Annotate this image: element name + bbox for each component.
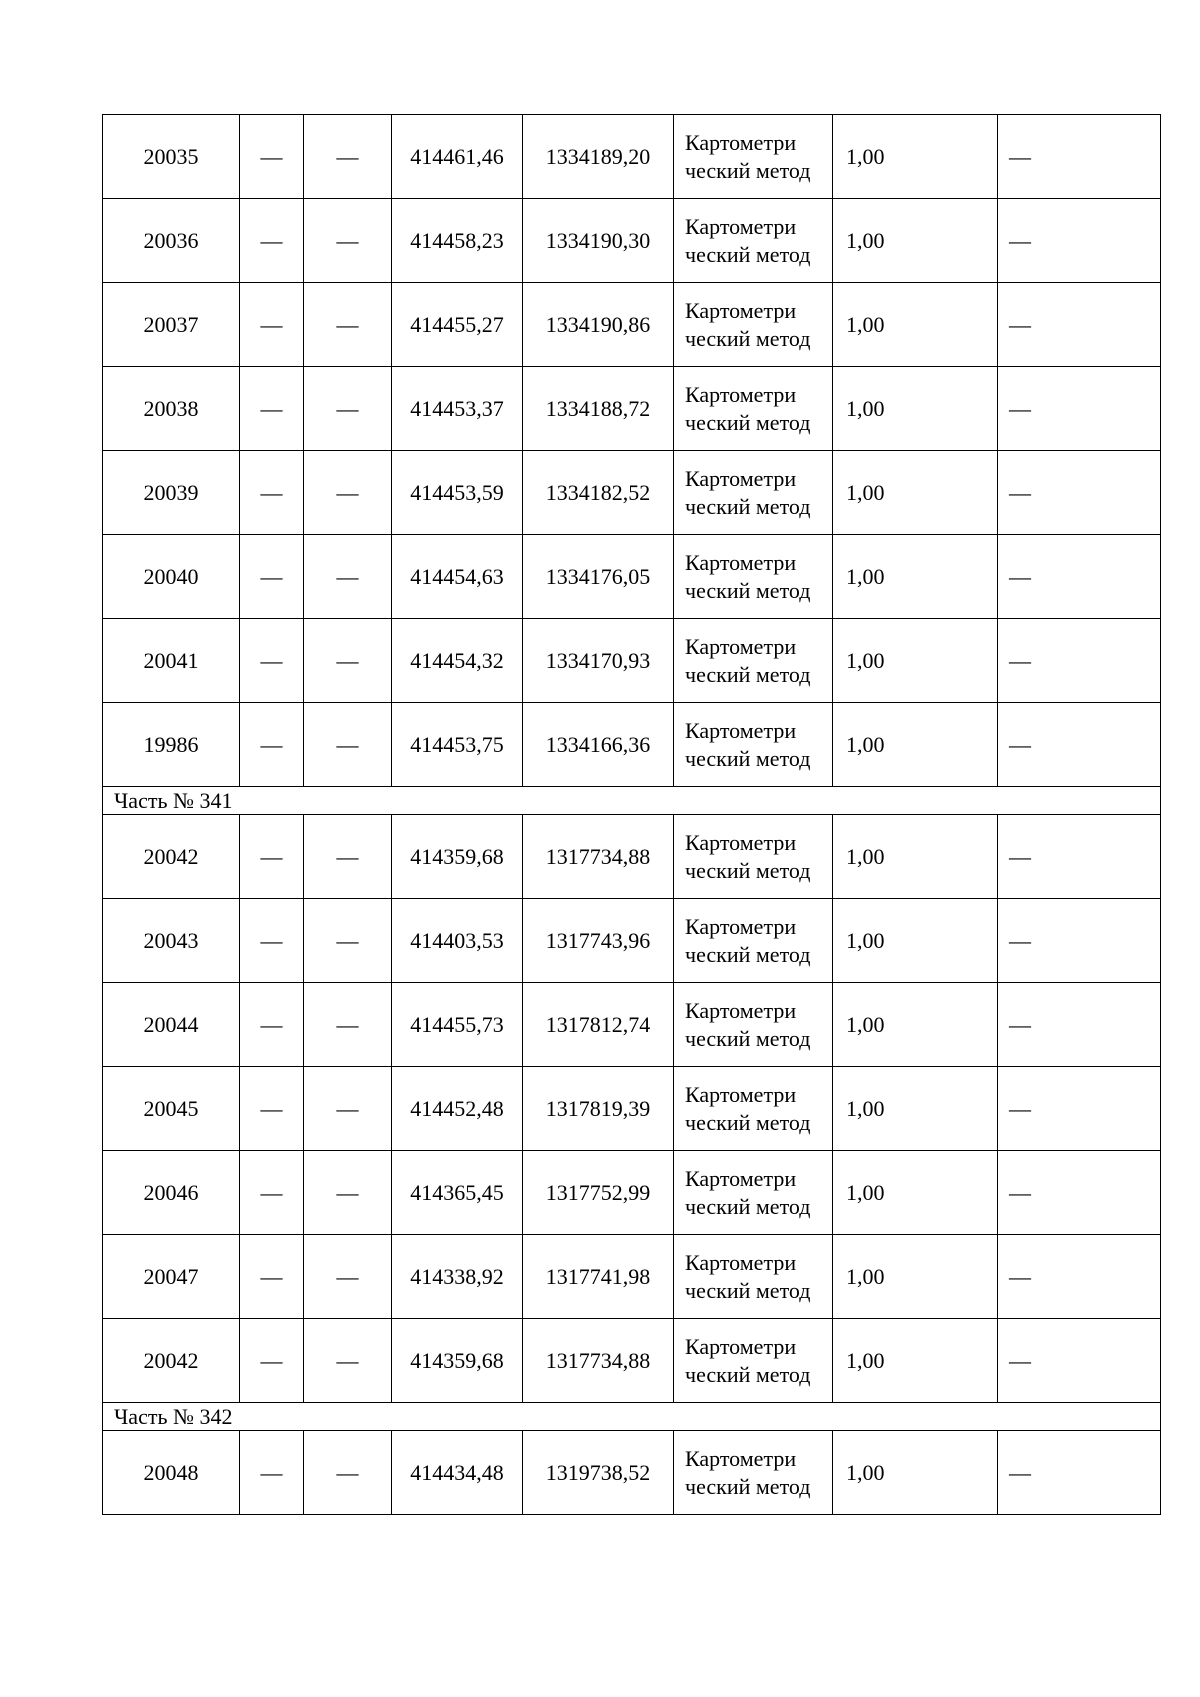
empty-value-cell: — bbox=[240, 451, 304, 535]
description-cell: — bbox=[998, 1151, 1161, 1235]
description-cell: — bbox=[998, 1431, 1161, 1515]
point-number-cell: 20043 bbox=[103, 899, 240, 983]
coordinates-table-body bbox=[103, 115, 1161, 1515]
point-number-cell: 20036 bbox=[103, 199, 240, 283]
accuracy-cell: 1,00 bbox=[833, 1319, 998, 1403]
empty-value-cell: — bbox=[240, 1319, 304, 1403]
accuracy-cell: 1,00 bbox=[833, 983, 998, 1067]
empty-value-cell: — bbox=[240, 367, 304, 451]
accuracy-cell: 1,00 bbox=[833, 115, 998, 199]
method-cell: Картометри ческий метод bbox=[674, 1151, 833, 1235]
description-cell: — bbox=[998, 815, 1161, 899]
empty-value-cell: — bbox=[304, 115, 392, 199]
empty-value-cell: — bbox=[240, 535, 304, 619]
table-row bbox=[103, 1067, 1161, 1151]
empty-value-cell: — bbox=[304, 367, 392, 451]
part-label: Часть № 342 bbox=[103, 1403, 1161, 1431]
part-header-row bbox=[103, 787, 1161, 815]
method-cell: Картометри ческий метод bbox=[674, 535, 833, 619]
table-row bbox=[103, 1235, 1161, 1319]
accuracy-cell: 1,00 bbox=[833, 1235, 998, 1319]
empty-value-cell: — bbox=[240, 899, 304, 983]
point-number-cell: 20037 bbox=[103, 283, 240, 367]
y-coordinate-cell: 1317743,96 bbox=[523, 899, 674, 983]
x-coordinate-cell: 414455,73 bbox=[392, 983, 523, 1067]
method-cell: Картометри ческий метод bbox=[674, 619, 833, 703]
y-coordinate-cell: 1334176,05 bbox=[523, 535, 674, 619]
empty-value-cell: — bbox=[304, 619, 392, 703]
method-cell: Картометри ческий метод bbox=[674, 983, 833, 1067]
table-row bbox=[103, 1431, 1161, 1515]
description-cell: — bbox=[998, 1067, 1161, 1151]
accuracy-cell: 1,00 bbox=[833, 815, 998, 899]
y-coordinate-cell: 1334190,86 bbox=[523, 283, 674, 367]
coordinates-table bbox=[102, 114, 1161, 1515]
method-cell: Картометри ческий метод bbox=[674, 1431, 833, 1515]
y-coordinate-cell: 1317819,39 bbox=[523, 1067, 674, 1151]
accuracy-cell: 1,00 bbox=[833, 703, 998, 787]
table-row bbox=[103, 367, 1161, 451]
empty-value-cell: — bbox=[304, 1067, 392, 1151]
method-cell: Картометри ческий метод bbox=[674, 451, 833, 535]
accuracy-cell: 1,00 bbox=[833, 1067, 998, 1151]
empty-value-cell: — bbox=[304, 1151, 392, 1235]
accuracy-cell: 1,00 bbox=[833, 1431, 998, 1515]
method-cell: Картометри ческий метод bbox=[674, 1235, 833, 1319]
y-coordinate-cell: 1334166,36 bbox=[523, 703, 674, 787]
empty-value-cell: — bbox=[304, 1319, 392, 1403]
empty-value-cell: — bbox=[240, 115, 304, 199]
method-cell: Картометри ческий метод bbox=[674, 199, 833, 283]
description-cell: — bbox=[998, 983, 1161, 1067]
table-row bbox=[103, 451, 1161, 535]
table-row bbox=[103, 1319, 1161, 1403]
y-coordinate-cell: 1317752,99 bbox=[523, 1151, 674, 1235]
empty-value-cell: — bbox=[304, 899, 392, 983]
y-coordinate-cell: 1334189,20 bbox=[523, 115, 674, 199]
point-number-cell: 19986 bbox=[103, 703, 240, 787]
y-coordinate-cell: 1334170,93 bbox=[523, 619, 674, 703]
y-coordinate-cell: 1317734,88 bbox=[523, 1319, 674, 1403]
y-coordinate-cell: 1334182,52 bbox=[523, 451, 674, 535]
point-number-cell: 20047 bbox=[103, 1235, 240, 1319]
empty-value-cell: — bbox=[240, 1431, 304, 1515]
accuracy-cell: 1,00 bbox=[833, 535, 998, 619]
table-row bbox=[103, 115, 1161, 199]
table-row bbox=[103, 619, 1161, 703]
table-row bbox=[103, 1151, 1161, 1235]
description-cell: — bbox=[998, 899, 1161, 983]
empty-value-cell: — bbox=[240, 1151, 304, 1235]
table-row bbox=[103, 983, 1161, 1067]
x-coordinate-cell: 414434,48 bbox=[392, 1431, 523, 1515]
accuracy-cell: 1,00 bbox=[833, 1151, 998, 1235]
table-row bbox=[103, 899, 1161, 983]
method-cell: Картометри ческий метод bbox=[674, 1319, 833, 1403]
description-cell: — bbox=[998, 535, 1161, 619]
point-number-cell: 20044 bbox=[103, 983, 240, 1067]
description-cell: — bbox=[998, 619, 1161, 703]
table-row bbox=[103, 703, 1161, 787]
accuracy-cell: 1,00 bbox=[833, 899, 998, 983]
empty-value-cell: — bbox=[240, 619, 304, 703]
point-number-cell: 20040 bbox=[103, 535, 240, 619]
x-coordinate-cell: 414365,45 bbox=[392, 1151, 523, 1235]
point-number-cell: 20045 bbox=[103, 1067, 240, 1151]
empty-value-cell: — bbox=[304, 1431, 392, 1515]
empty-value-cell: — bbox=[240, 815, 304, 899]
empty-value-cell: — bbox=[304, 1235, 392, 1319]
y-coordinate-cell: 1319738,52 bbox=[523, 1431, 674, 1515]
accuracy-cell: 1,00 bbox=[833, 619, 998, 703]
table-row bbox=[103, 199, 1161, 283]
x-coordinate-cell: 414453,59 bbox=[392, 451, 523, 535]
y-coordinate-cell: 1317734,88 bbox=[523, 815, 674, 899]
y-coordinate-cell: 1334190,30 bbox=[523, 199, 674, 283]
x-coordinate-cell: 414403,53 bbox=[392, 899, 523, 983]
method-cell: Картометри ческий метод bbox=[674, 1067, 833, 1151]
y-coordinate-cell: 1334188,72 bbox=[523, 367, 674, 451]
method-cell: Картометри ческий метод bbox=[674, 703, 833, 787]
x-coordinate-cell: 414453,75 bbox=[392, 703, 523, 787]
description-cell: — bbox=[998, 283, 1161, 367]
point-number-cell: 20035 bbox=[103, 115, 240, 199]
point-number-cell: 20042 bbox=[103, 1319, 240, 1403]
accuracy-cell: 1,00 bbox=[833, 451, 998, 535]
x-coordinate-cell: 414359,68 bbox=[392, 1319, 523, 1403]
empty-value-cell: — bbox=[304, 283, 392, 367]
x-coordinate-cell: 414338,92 bbox=[392, 1235, 523, 1319]
x-coordinate-cell: 414454,32 bbox=[392, 619, 523, 703]
point-number-cell: 20048 bbox=[103, 1431, 240, 1515]
table-row bbox=[103, 815, 1161, 899]
empty-value-cell: — bbox=[240, 703, 304, 787]
empty-value-cell: — bbox=[240, 199, 304, 283]
x-coordinate-cell: 414359,68 bbox=[392, 815, 523, 899]
empty-value-cell: — bbox=[240, 1067, 304, 1151]
x-coordinate-cell: 414452,48 bbox=[392, 1067, 523, 1151]
empty-value-cell: — bbox=[304, 451, 392, 535]
description-cell: — bbox=[998, 451, 1161, 535]
accuracy-cell: 1,00 bbox=[833, 199, 998, 283]
description-cell: — bbox=[998, 1235, 1161, 1319]
empty-value-cell: — bbox=[304, 535, 392, 619]
point-number-cell: 20039 bbox=[103, 451, 240, 535]
x-coordinate-cell: 414453,37 bbox=[392, 367, 523, 451]
part-label: Часть № 341 bbox=[103, 787, 1161, 815]
empty-value-cell: — bbox=[304, 983, 392, 1067]
description-cell: — bbox=[998, 367, 1161, 451]
empty-value-cell: — bbox=[240, 1235, 304, 1319]
description-cell: — bbox=[998, 1319, 1161, 1403]
point-number-cell: 20042 bbox=[103, 815, 240, 899]
empty-value-cell: — bbox=[304, 703, 392, 787]
point-number-cell: 20038 bbox=[103, 367, 240, 451]
x-coordinate-cell: 414454,63 bbox=[392, 535, 523, 619]
description-cell: — bbox=[998, 199, 1161, 283]
table-row bbox=[103, 283, 1161, 367]
empty-value-cell: — bbox=[240, 283, 304, 367]
x-coordinate-cell: 414455,27 bbox=[392, 283, 523, 367]
method-cell: Картометри ческий метод bbox=[674, 815, 833, 899]
description-cell: — bbox=[998, 115, 1161, 199]
description-cell: — bbox=[998, 703, 1161, 787]
empty-value-cell: — bbox=[304, 199, 392, 283]
point-number-cell: 20041 bbox=[103, 619, 240, 703]
empty-value-cell: — bbox=[304, 815, 392, 899]
method-cell: Картометри ческий метод bbox=[674, 367, 833, 451]
accuracy-cell: 1,00 bbox=[833, 283, 998, 367]
accuracy-cell: 1,00 bbox=[833, 367, 998, 451]
method-cell: Картометри ческий метод bbox=[674, 115, 833, 199]
y-coordinate-cell: 1317812,74 bbox=[523, 983, 674, 1067]
empty-value-cell: — bbox=[240, 983, 304, 1067]
point-number-cell: 20046 bbox=[103, 1151, 240, 1235]
method-cell: Картометри ческий метод bbox=[674, 899, 833, 983]
x-coordinate-cell: 414461,46 bbox=[392, 115, 523, 199]
y-coordinate-cell: 1317741,98 bbox=[523, 1235, 674, 1319]
table-row bbox=[103, 535, 1161, 619]
part-header-row bbox=[103, 1403, 1161, 1431]
x-coordinate-cell: 414458,23 bbox=[392, 199, 523, 283]
method-cell: Картометри ческий метод bbox=[674, 283, 833, 367]
